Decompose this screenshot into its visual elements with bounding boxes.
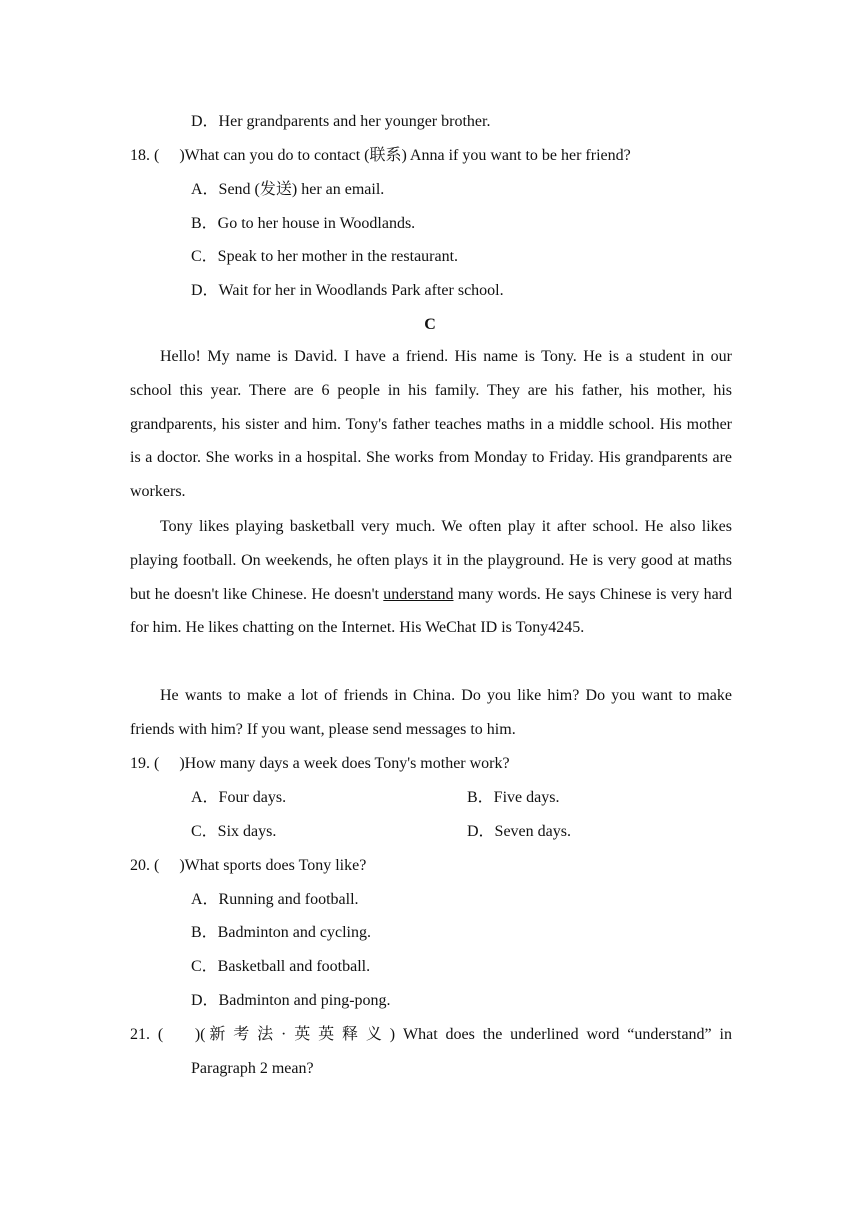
q21-question-text: ) What does the underlined word “understand” in	[389, 1026, 732, 1043]
q19-option-c: C．Six days.	[191, 823, 277, 840]
passage-paragraph-2	[130, 510, 732, 645]
paragraph-2-text-after: many words. He says Chinese is very hard for him. He likes chatting on the Internet. His WeChat ID is Tony4245.	[130, 585, 732, 637]
q20-option-b: B．Badminton and cycling.	[191, 924, 371, 941]
section-heading: C	[424, 316, 436, 333]
q19-option-d: D．Seven days.	[467, 823, 571, 840]
q18-option-d: D．Wait for her in Woodlands Park after school.	[191, 282, 504, 299]
q21-question-line2: Paragraph 2 mean?	[191, 1060, 314, 1077]
passage-paragraph-3: He wants to make a lot of friends in China. Do you like him? Do you want to make friends with him? If you want, please send messages to him.	[130, 687, 732, 738]
q20-option-d: D．Badminton and ping-pong.	[191, 992, 391, 1009]
q17-option-d: D．Her grandparents and her younger brother.	[191, 113, 491, 130]
passage-paragraph-1: Hello! My name is David. I have a friend. His name is Tony. He is a student in our school this year. There are 6 people in his family. They are his father, his mother, his grandparents, his sister and him. Tony's father teaches maths in a middle school. His mother is a doctor. She works in a hospital. She works from Monday to Friday. His grandparents are workers.	[130, 348, 732, 501]
q19-option-a: A．Four days.	[191, 789, 287, 806]
q19-question: 19. ( )How many days a week does Tony's mother work?	[130, 755, 510, 772]
paragraph-2-text-before: Tony likes playing basketball very much. We often play it after school. He also likes playing football. On weekends, he often plays it in the playground. He is very good at maths but he doesn't like Chinese. He doesn't	[130, 518, 732, 603]
q21-tag: 新考法·英英释义	[205, 1026, 390, 1043]
underlined-word: understand	[383, 585, 454, 603]
q19-option-b: B．Five days.	[467, 789, 560, 806]
q20-option-c: C．Basketball and football.	[191, 958, 371, 975]
q21-number: 21. ( )(	[130, 1026, 206, 1043]
q20-question: 20. ( )What sports does Tony like?	[130, 857, 367, 874]
q20-option-a: A．Running and football.	[191, 891, 359, 908]
q21-question	[130, 1025, 732, 1045]
q18-option-a: A．Send (发送) her an email.	[191, 181, 385, 198]
q18-question: 18. ( )What can you do to contact (联系) Anna if you want to be her friend?	[130, 147, 631, 164]
q18-option-c: C．Speak to her mother in the restaurant.	[191, 248, 459, 265]
q18-option-b: B．Go to her house in Woodlands.	[191, 215, 416, 232]
